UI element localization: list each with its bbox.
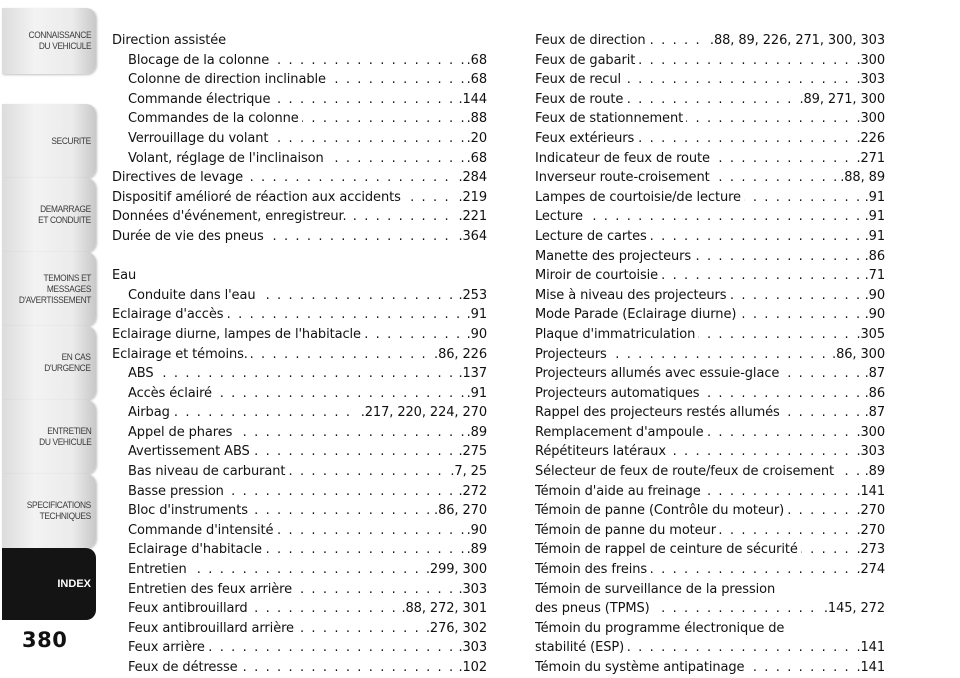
entry-term: Témoin de panne (Contrôle du moteur): [535, 503, 787, 518]
entry-page-refs[interactable]: .303: [853, 70, 885, 90]
tab-temoins-et-messages[interactable]: [2, 252, 96, 326]
index-entry: [112, 501, 487, 521]
entry-term: Directives de levage: [112, 170, 246, 185]
index-entry: [112, 384, 487, 404]
index-entry: [535, 70, 885, 90]
entry-term: Verrouillage du volant: [128, 131, 271, 146]
entry-term: Feux de recul: [535, 72, 624, 87]
index-entry: [112, 619, 487, 639]
index-column-right: [535, 31, 885, 678]
index-entry: [535, 501, 885, 521]
entry-page-refs[interactable]: .91: [862, 207, 885, 227]
entry-term: Commande d'intensité: [128, 523, 276, 538]
entry-term: Dispositif amélioré de réaction aux accidents: [112, 190, 404, 205]
entry-term: Feux de direction: [535, 33, 648, 48]
entry-page-refs[interactable]: .102: [455, 658, 487, 678]
entry-page-refs[interactable]: .90: [464, 325, 487, 345]
entry-page-refs[interactable]: .217, 220, 224, 270: [358, 403, 487, 423]
entry-page-refs[interactable]: .274: [853, 560, 885, 580]
index-entry: [112, 580, 487, 600]
entry-term: Témoin de rappel de ceinture de sécurité: [535, 542, 801, 557]
entry-page-refs[interactable]: .299, 300: [423, 560, 487, 580]
entry-page-refs[interactable]: .271: [853, 149, 885, 169]
tab-label: INDEX: [57, 577, 91, 590]
entry-page-refs[interactable]: .141: [853, 658, 885, 678]
entry-term: Feux antibrouillard: [128, 601, 251, 616]
tab-entretien-du-vehicule[interactable]: [2, 400, 96, 474]
entry-term: Feux arrière: [128, 640, 208, 655]
tab-securite[interactable]: [2, 104, 96, 178]
entry-page-refs[interactable]: .91: [862, 188, 885, 208]
entry-page-refs[interactable]: .89: [464, 540, 487, 560]
entry-page-refs[interactable]: .144: [455, 90, 487, 110]
entry-term: Eclairage diurne, lampes de l'habitacle: [112, 327, 364, 342]
entry-term: Projecteurs: [535, 347, 610, 362]
entry-page-refs[interactable]: .86: [862, 247, 885, 267]
page-number: 380: [22, 628, 68, 652]
index-entry: [535, 540, 885, 560]
entry-page-refs[interactable]: .87: [862, 364, 885, 384]
index-entry: [535, 90, 885, 110]
dot-leader: [128, 364, 487, 384]
index-entry: [112, 403, 487, 423]
entry-term: Feux de détresse: [128, 660, 241, 675]
entry-page-refs[interactable]: .305: [853, 325, 885, 345]
index-entry: [112, 188, 487, 208]
entry-page-refs[interactable]: .90: [862, 305, 885, 325]
index-entry: [112, 345, 487, 365]
entry-term: Commandes de la colonne: [128, 111, 302, 126]
index-entry: [112, 129, 487, 149]
entry-term: Durée de vie des pneus: [112, 229, 267, 244]
entry-page-refs[interactable]: .226: [853, 129, 885, 149]
entry-term: Données d'événement, enregistreur.: [112, 209, 350, 224]
entry-term: Rappel des projecteurs restés allumés: [535, 405, 783, 420]
index-entry: [535, 403, 885, 423]
entry-term: Feux de route: [535, 92, 626, 107]
tab-label: EN CAS D'URGENCE: [44, 352, 91, 374]
entry-page-refs[interactable]: .253: [455, 286, 487, 306]
index-entry: [112, 364, 487, 384]
index-entry: [112, 51, 487, 71]
index-entry: [535, 129, 885, 149]
index-entry: [535, 247, 885, 267]
entry-term: Témoin du système antipatinage: [535, 660, 747, 675]
tab-label: TEMOINS ET MESSAGES D'AVERTISSEMENT: [18, 272, 91, 306]
index-entry: [535, 31, 885, 51]
entry-page-refs[interactable]: .90: [464, 521, 487, 541]
index-entry: [535, 560, 885, 580]
entry-term: Feux de gabarit: [535, 53, 638, 68]
index-entry: [112, 168, 487, 188]
entry-page-refs[interactable]: .89: [464, 423, 487, 443]
entry-page-refs[interactable]: .86, 270: [431, 501, 487, 521]
index-entry: [112, 638, 487, 658]
entry-page-refs[interactable]: .145, 272: [821, 599, 885, 619]
index-entry: [112, 325, 487, 345]
index-entry: [112, 90, 487, 110]
index-entry: [112, 247, 487, 267]
entry-term: Indicateur de feux de route: [535, 151, 713, 166]
entry-page-refs[interactable]: .273: [853, 540, 885, 560]
entry-term: Lecture: [535, 209, 586, 224]
entry-term: Commande électrique: [128, 92, 273, 107]
entry-page-refs[interactable]: .300: [853, 109, 885, 129]
entry-page-refs[interactable]: .219: [455, 188, 487, 208]
entry-page-refs[interactable]: .88, 89: [837, 168, 885, 188]
entry-term: Conduite dans l'eau: [128, 288, 258, 303]
entry-page-refs[interactable]: .276, 302: [423, 619, 487, 639]
entry-page-refs[interactable]: .91: [464, 305, 487, 325]
index-entry: [535, 109, 885, 129]
tab-label: DEMARRAGE ET CONDUITE: [38, 204, 91, 226]
entry-term: Avertissement ABS: [128, 444, 253, 459]
entry-page-refs[interactable]: .303: [455, 638, 487, 658]
entry-page-refs[interactable]: .272: [455, 482, 487, 502]
index-entry: [112, 482, 487, 502]
tab-label: SECURITE: [51, 135, 91, 147]
index-entry: [535, 207, 885, 227]
index-entry: [112, 423, 487, 443]
index-entry: [112, 109, 487, 129]
tab-en-cas-d-urgence[interactable]: [2, 326, 96, 400]
entry-page-refs[interactable]: .303: [455, 580, 487, 600]
entry-page-refs[interactable]: .91: [464, 384, 487, 404]
index-entry: [112, 286, 487, 306]
entry-page-refs[interactable]: .141: [853, 482, 885, 502]
entry-term: Feux antibrouillard arrière: [128, 621, 297, 636]
index-entry: [112, 599, 487, 619]
entry-page-refs[interactable]: .71: [862, 266, 885, 286]
entry-term: Lecture de cartes: [535, 229, 650, 244]
entry-term: Mise à niveau des projecteurs: [535, 288, 729, 303]
index-entry: [535, 619, 885, 639]
entry-term: Témoin du programme électronique de: [535, 621, 787, 636]
index-entry: [535, 599, 885, 619]
entry-page-refs[interactable]: .86, 300: [829, 345, 885, 365]
entry-term: Feux de stationnement: [535, 111, 686, 126]
entry-page-refs[interactable]: .141: [853, 638, 885, 658]
entry-term: Répétiteurs latéraux: [535, 444, 669, 459]
entry-term: Feux extérieurs: [535, 131, 637, 146]
entry-term: Mode Parade (Eclairage diurne): [535, 307, 739, 322]
index-entry: [535, 168, 885, 188]
entry-term: Entretien: [128, 562, 190, 577]
entry-term: Projecteurs automatiques: [535, 386, 702, 401]
entry-term: Basse pression: [128, 484, 227, 499]
entry-term: Eclairage et témoins.: [112, 347, 251, 362]
index-entry: [112, 149, 487, 169]
entry-term: Remplacement d'ampoule: [535, 425, 707, 440]
entry-page-refs[interactable]: .270: [853, 501, 885, 521]
entry-term: Blocage de la colonne: [128, 53, 272, 68]
entry-term: ABS: [128, 366, 157, 381]
tab-demarrage-et-conduite[interactable]: [2, 178, 96, 252]
entry-page-refs[interactable]: .275: [455, 442, 487, 462]
entry-page-refs[interactable]: .88, 272, 301: [398, 599, 487, 619]
index-entry: [535, 580, 885, 600]
index-entry: [112, 207, 487, 227]
entry-term: Témoin de surveillance de la pression: [535, 582, 778, 597]
index-column-left: [112, 31, 487, 678]
entry-term: des pneus (TPMS): [535, 601, 653, 616]
index-entry: [112, 442, 487, 462]
entry-term: Eclairage d'accès: [112, 307, 226, 322]
index-entry: [535, 149, 885, 169]
entry-term: Manette des projecteurs: [535, 249, 694, 264]
entry-term: Projecteurs allumés avec essuie-glace: [535, 366, 782, 381]
index-entry: [535, 227, 885, 247]
index-entry: [112, 521, 487, 541]
index-entry: [112, 305, 487, 325]
index-entry: [535, 51, 885, 71]
entry-term: Plaque d'immatriculation: [535, 327, 698, 342]
entry-term: Lampes de courtoisie/de lecture: [535, 190, 744, 205]
entry-term: Inverseur route-croisement: [535, 170, 713, 185]
index-entry: [112, 266, 487, 286]
entry-term: Miroir de courtoisie: [535, 268, 661, 283]
index-entry: [112, 70, 487, 90]
index-entry: [112, 227, 487, 247]
entry-term: Témoin de panne du moteur: [535, 523, 719, 538]
index-entry: [535, 345, 885, 365]
index-entry: [535, 423, 885, 443]
tab-connaissance-du-vehicule[interactable]: [2, 8, 96, 74]
entry-term: Entretien des feux arrière: [128, 582, 295, 597]
index-entry: [112, 658, 487, 678]
entry-term: Airbag: [128, 405, 173, 420]
tab-index[interactable]: [2, 548, 96, 620]
entry-term: Appel de phares: [128, 425, 235, 440]
entry-term: Bloc d'instruments: [128, 503, 251, 518]
entry-page-refs[interactable]: .300: [853, 423, 885, 443]
index-entry: [535, 658, 885, 678]
entry-term: stabilité (ESP): [535, 640, 627, 655]
entry-page-refs[interactable]: .137: [455, 364, 487, 384]
index-entry: [535, 462, 885, 482]
entry-page-refs[interactable]: .364: [455, 227, 487, 247]
entry-page-refs[interactable]: .303: [853, 442, 885, 462]
tab-label: ENTRETIEN DU VEHICULE: [38, 426, 91, 448]
entry-page-refs[interactable]: .68: [464, 70, 487, 90]
entry-term: Eclairage d'habitacle: [128, 542, 265, 557]
index-entry: [112, 462, 487, 482]
index-entry: [535, 384, 885, 404]
entry-term: Accès éclairé: [128, 386, 215, 401]
entry-page-refs[interactable]: .7, 25: [447, 462, 487, 482]
entry-term: Sélecteur de feux de route/feux de croisement: [535, 464, 837, 479]
entry-term: Eau: [112, 268, 139, 283]
entry-page-refs[interactable]: .90: [862, 286, 885, 306]
index-entry: [535, 442, 885, 462]
tab-specifications-techniques[interactable]: [2, 474, 96, 548]
dot-leader: [535, 207, 885, 227]
index-entry: [535, 482, 885, 502]
entry-page-refs[interactable]: .68: [464, 51, 487, 71]
index-entry: [112, 31, 487, 51]
tab-label: SPECIFICATIONS TECHNIQUES: [26, 500, 91, 522]
index-entry: [112, 560, 487, 580]
index-entry: [535, 638, 885, 658]
entry-term: Colonne de direction inclinable: [128, 72, 329, 87]
entry-page-refs[interactable]: .270: [853, 521, 885, 541]
index-entry: [535, 305, 885, 325]
entry-term: Témoin d'aide au freinage: [535, 484, 704, 499]
entry-page-refs[interactable]: .89: [862, 462, 885, 482]
index-entry: [535, 325, 885, 345]
index-entry: [535, 364, 885, 384]
entry-page-refs[interactable]: .68: [464, 149, 487, 169]
index-entry: [112, 540, 487, 560]
entry-page-refs[interactable]: .87: [862, 403, 885, 423]
entry-page-refs[interactable]: .221: [455, 207, 487, 227]
entry-term: Témoin des freins: [535, 562, 650, 577]
index-entry: [535, 286, 885, 306]
entry-term: Bas niveau de carburant: [128, 464, 288, 479]
index-entry: [535, 521, 885, 541]
tab-label: CONNAISSANCE DU VEHICULE: [28, 30, 91, 52]
entry-page-refs[interactable]: .89, 271, 300: [796, 90, 885, 110]
entry-page-refs[interactable]: .91: [862, 227, 885, 247]
index-entry: [535, 188, 885, 208]
chapter-sidebar: [0, 0, 97, 678]
entry-term: Volant, réglage de l'inclinaison: [128, 151, 327, 166]
entry-page-refs[interactable]: .20: [464, 129, 487, 149]
entry-page-refs[interactable]: .86: [862, 384, 885, 404]
entry-page-refs[interactable]: .86, 226: [431, 345, 487, 365]
entry-term: Direction assistée: [112, 33, 229, 48]
index-entry: [535, 266, 885, 286]
entry-page-refs[interactable]: .300: [853, 51, 885, 71]
entry-page-refs[interactable]: .88: [464, 109, 487, 129]
entry-page-refs[interactable]: .88, 89, 226, 271, 300, 303: [707, 31, 885, 51]
entry-page-refs[interactable]: .284: [455, 168, 487, 188]
